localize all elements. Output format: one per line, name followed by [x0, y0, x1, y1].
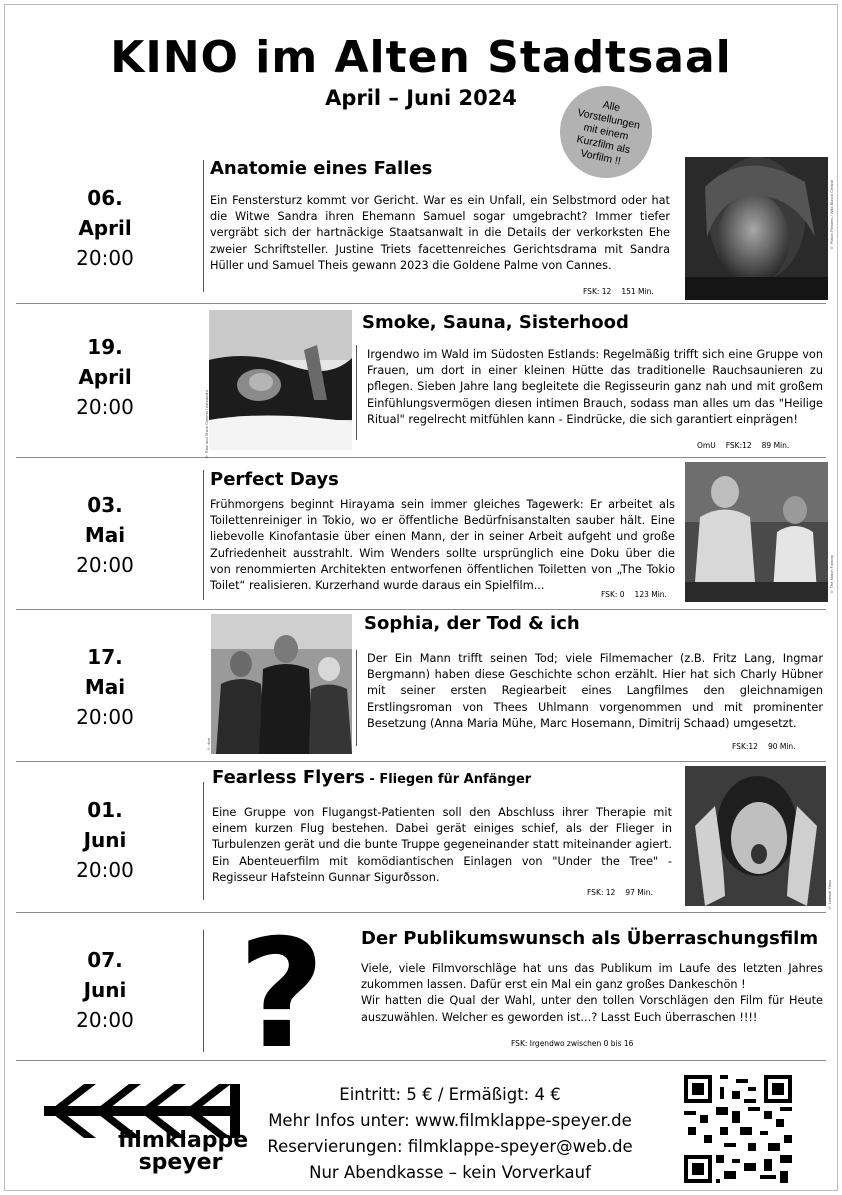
- reservation-info: Reservierungen: filmklappe-speyer@web.de: [267, 1137, 633, 1156]
- badge-text: Alle Vorstellungen mit einem Kurzfilm als Vorfilm !!: [575, 98, 642, 168]
- website-info: Mehr Infos unter: www.filmklappe-speyer.de: [268, 1111, 632, 1130]
- photo-credit: © Leitwolf Films: [827, 880, 832, 911]
- event-time: 20:00: [76, 705, 134, 729]
- page-title: KINO im Alten Stadtsaal: [110, 32, 732, 83]
- photo-credit: © Plaion Pictures / Wild Bunch Central: [829, 180, 834, 251]
- event-date: [40, 183, 170, 273]
- event-month: Mai: [84, 675, 126, 699]
- event-divider: [356, 650, 357, 746]
- duration: 151 Min.: [621, 287, 654, 296]
- row-separator: [16, 1060, 826, 1061]
- movie-meta: [583, 287, 654, 296]
- fsk-rating: FSK:12: [732, 742, 758, 751]
- event-month: Juni: [83, 828, 127, 852]
- row-separator: [16, 609, 826, 610]
- event-day: 07.: [87, 948, 123, 972]
- fsk-rating: FSK: 0: [601, 590, 625, 599]
- row-separator: [16, 912, 826, 913]
- event-day: 19.: [87, 335, 123, 359]
- photo-credit: © Rise and Shine Cinema / Alexandra: [204, 390, 209, 460]
- description-paragraph: Wir hatten die Qual der Wahl, unter den tollen Vorschlägen den Film für Heute auszuwählen. Welcher es geworden ist...? Lasst Euch überraschen !!!!: [361, 994, 823, 1024]
- movie-meta: [697, 441, 789, 450]
- photo-credit: © The Match Factory: [829, 555, 834, 595]
- event-month: Juni: [83, 978, 127, 1002]
- event-divider: [203, 470, 204, 600]
- logo-line: speyer: [138, 1150, 223, 1175]
- movie-title: [212, 767, 531, 788]
- page-subtitle: April – Juni 2024: [325, 86, 517, 110]
- language-version: OmU: [697, 441, 716, 450]
- photo-credit: © dcm: [206, 738, 211, 752]
- event-divider: [356, 345, 357, 440]
- movie-still-sophia: [211, 614, 352, 754]
- event-divider: [203, 782, 204, 900]
- event-time: 20:00: [76, 395, 134, 419]
- logo-wordmark: [118, 1128, 249, 1175]
- movie-title: Der Publikumswunsch als Überraschungsfilm: [361, 928, 819, 949]
- duration: 123 Min.: [634, 590, 667, 599]
- qr-code-icon[interactable]: [684, 1075, 792, 1183]
- movie-still-perfect-days: [685, 462, 828, 602]
- movie-description: Irgendwo im Wald im Südosten Estlands: Regelmäßig trifft sich eine Gruppe von Frauen, um dort in einer kleinen Hütte das traditionelle Rauchsaunieren zu pflegen. Sieben Jahre lang begleitete die Regisseurin ganz nah und mit großem Einfühlungsvermögen diesen intimen Brauch, sodass man alles um das "Heilige Ritual" regelrecht mitfühlen kann - Eindrücke, die sich garantiert einprägen!: [367, 348, 823, 426]
- event-date: [40, 332, 170, 422]
- movie-meta: [587, 888, 653, 897]
- movie-title-main: Fearless Flyers: [212, 767, 365, 788]
- fsk-rating: FSK: 12: [587, 888, 616, 897]
- movie-description: Eine Gruppe von Flugangst-Patienten soll den Abschluss ihrer Therapie mit einem kurzen Flug bestehen. Dabei gerät einiges schief, als der Flieger in Turbulenzen gerät und die bunte Truppe gegeneinander statt miteinander agiert. Ein Abenteuerfilm mit komödiantischen Einlagen von "Under the Tree" - Regisseur Hafsteinn Gunnar Sigurðsson.: [212, 806, 672, 884]
- footer-info: [250, 1082, 650, 1186]
- movie-meta: [732, 742, 796, 751]
- movie-description: Der Ein Mann trifft seinen Tod; viele Filmemacher (z.B. Fritz Lang, Ingmar Bergmann) haben diese Geschichte schon erzählt. Hier hat sich Charly Hübner mit seiner ersten Regiearbeit eines Langfilmes den gleichnamigen Erstlingsroman von Thees Uhlmann vorgenommen und mit prominenter Besetzung (Anna Maria Mühe, Marc Hosemann, Dimitrij Schaad) umgesetzt.: [367, 652, 823, 730]
- row-separator: [16, 303, 826, 304]
- movie-title: Perfect Days: [210, 469, 339, 490]
- event-day: 03.: [87, 493, 123, 517]
- event-divider: [203, 930, 204, 1052]
- question-mark-icon: ?: [238, 908, 326, 1082]
- movie-description: [361, 961, 823, 1026]
- row-separator: [16, 761, 826, 762]
- duration: 89 Min.: [761, 441, 790, 450]
- event-date: [40, 945, 170, 1035]
- fsk-rating: FSK:12: [725, 441, 752, 450]
- event-time: 20:00: [76, 553, 134, 577]
- event-month: April: [78, 365, 132, 389]
- event-day: 01.: [87, 798, 123, 822]
- movie-title: Anatomie eines Falles: [210, 158, 433, 179]
- movie-title: Smoke, Sauna, Sisterhood: [362, 312, 629, 333]
- event-day: 06.: [87, 186, 123, 210]
- movie-title: Sophia, der Tod & ich: [364, 613, 580, 634]
- entry-price: Eintritt: 5 € / Ermäßigt: 4 €: [339, 1085, 561, 1104]
- event-day: 17.: [87, 645, 123, 669]
- event-time: 20:00: [76, 858, 134, 882]
- event-date: [40, 490, 170, 580]
- fsk-rating: FSK: 12: [583, 287, 612, 296]
- event-date: [40, 642, 170, 732]
- movie-still-fearless-flyers: [685, 766, 826, 906]
- fsk-rating: FSK: Irgendwo zwischen 0 bis 16: [511, 1039, 634, 1048]
- event-month: April: [78, 216, 132, 240]
- duration: 90 Min.: [767, 742, 796, 751]
- movie-description: Ein Fenstersturz kommt vor Gericht. War es ein Unfall, ein Selbstmord oder hat die Witwe Sandra ihren Ehemann Samuel sogar umgebracht? Immer tiefer vergräbt sich der hartnäckige Staatsanwalt in die Details der verkorksten Ehe zweier Schriftsteller. Justine Triets facettenreiches Gerichtsdrama mit Sandra Hüller und Samuel Theis gewann 2023 die Goldene Palme von Cannes.: [210, 194, 670, 272]
- movie-title-suffix: - Fliegen für Anfänger: [364, 772, 532, 787]
- logo-line: filmklappe: [118, 1128, 249, 1153]
- box-office-info: Nur Abendkasse – kein Vorverkauf: [309, 1163, 591, 1182]
- event-time: 20:00: [76, 246, 134, 270]
- movie-still-sauna: [209, 310, 352, 450]
- event-divider: [203, 160, 204, 292]
- event-month: Mai: [84, 523, 126, 547]
- event-date: [40, 795, 170, 885]
- row-separator: [16, 457, 826, 458]
- event-time: 20:00: [76, 1008, 134, 1032]
- description-paragraph: Viele, viele Filmvorschläge hat uns das Publikum im Laufe des letzten Jahres zukommen lassen. Dafür erst ein Mal ein ganz großes Dankeschön !: [361, 962, 823, 992]
- movie-still-portrait: [685, 157, 828, 300]
- movie-description: Frühmorgens beginnt Hirayama sein immer gleiches Tagewerk: Er arbeitet als Toilettenreiniger in Tokio, wo er öffentliche Bedürfnisanstalten sauber hält. Eine liebevolle Kinofantasie über einen Mann, der in seiner Arbeit aufgeht und große Zufriedenheit ausstrahlt. Wim Wenders sollte ursprünglich eine Doku über die von renommierten Architekten entworfenen öffentlichen Toiletten von „The Tokio Toilet“ realisieren. Kurzerhand wurde daraus ein Spielfilm...: [210, 498, 675, 593]
- duration: 97 Min.: [625, 888, 653, 897]
- movie-meta: [601, 590, 667, 599]
